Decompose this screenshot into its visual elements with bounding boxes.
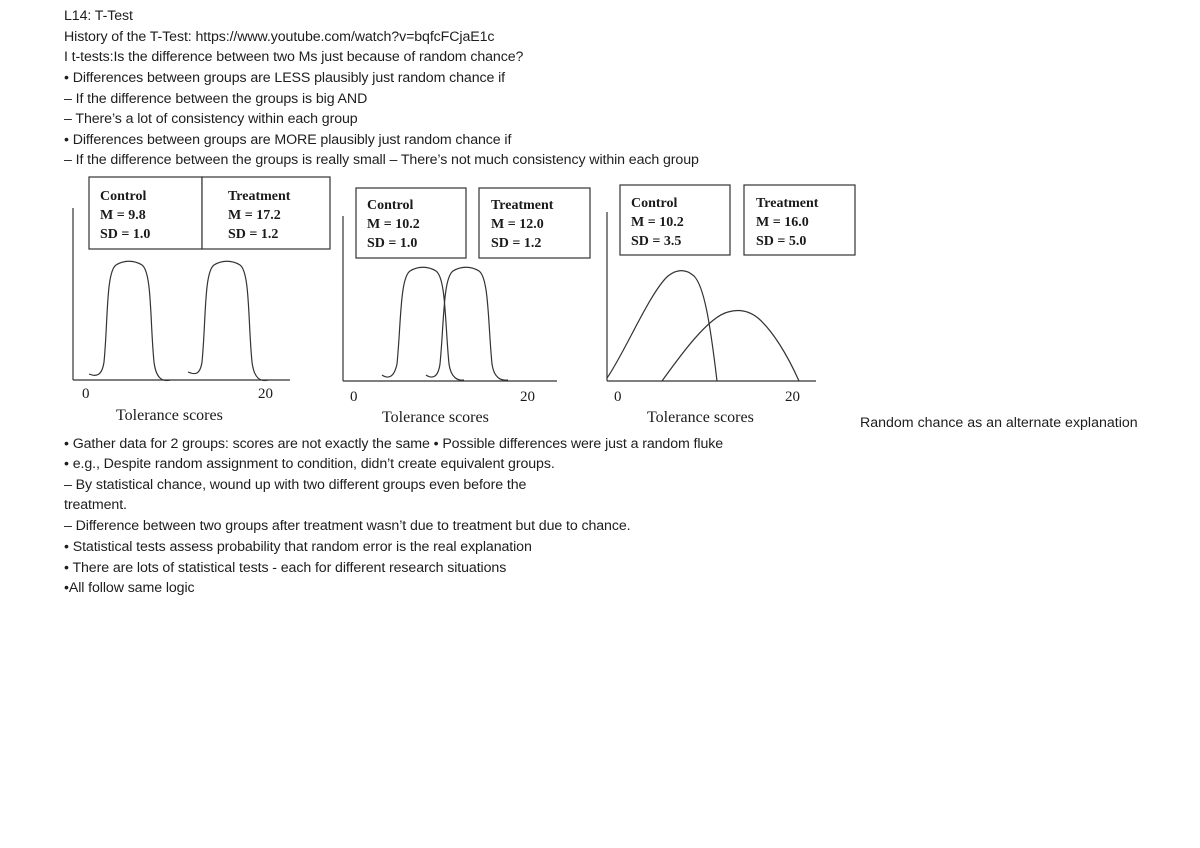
control-box-mean: M = 10.2 [367,217,420,232]
sub-bullet-line: – By statistical chance, wound up with two different groups even before the [64,477,527,493]
bullet-line: • Differences between groups are LESS plausibly just random chance if [64,70,506,86]
x-axis-max-label: 20 [258,386,273,402]
treatment-box-mean: M = 12.0 [491,217,544,232]
bullet-line: • There are lots of statistical tests - each for different research situations [64,560,507,576]
treatment-distribution-curve [188,261,268,380]
x-axis-max-label: 20 [520,389,535,405]
figure-panel-2 [343,188,590,426]
control-box-title: Control [367,198,414,213]
figure-panel-1 [73,177,330,424]
bullet-line: • Statistical tests assess probability that random error is the real explanation [64,539,532,555]
control-distribution-curve [89,261,170,380]
control-box-title: Control [631,196,678,211]
bullet-line: •All follow same logic [64,580,195,596]
treatment-box-sd: SD = 1.2 [491,236,542,251]
treatment-box-mean: M = 17.2 [228,208,281,223]
control-box-title: Control [100,189,147,204]
text-line: I t-tests:Is the difference between two Ms just because of random chance? [64,49,524,65]
sub-bullet-line: – If the difference between the groups is really small – There’s not much consistency within each group [64,152,699,168]
bullet-line: • Differences between groups are MORE plausibly just random chance if [64,132,512,148]
treatment-box-title: Treatment [491,198,554,213]
control-box-sd: SD = 1.0 [100,227,151,242]
sub-bullet-line: – If the difference between the groups is big AND [64,91,368,107]
control-box-sd: SD = 3.5 [631,234,682,249]
treatment-box-mean: M = 16.0 [756,215,809,230]
treatment-box-title: Treatment [228,189,291,204]
control-distribution-curve [382,267,464,380]
control-distribution-curve [607,271,717,381]
control-box-mean: M = 10.2 [631,215,684,230]
treatment-box-title: Treatment [756,196,819,211]
treatment-distribution-curve [426,267,508,380]
text-line: treatment. [64,497,127,513]
x-axis-min-label: 0 [82,386,90,402]
history-link-line: History of the T-Test: https://www.youtube.com/watch?v=bqfcFCjaE1c [64,29,495,45]
tolerance-distributions-figure [64,172,864,428]
control-box-mean: M = 9.8 [100,208,146,223]
x-axis-min-label: 0 [350,389,358,405]
figure-panel-3 [607,185,855,426]
control-box-sd: SD = 1.0 [367,236,418,251]
treatment-box-sd: SD = 1.2 [228,227,279,242]
x-axis-title: Tolerance scores [647,409,754,426]
sub-bullet-line: – Difference between two groups after treatment wasn’t due to treatment but due to chance. [64,518,631,534]
sub-bullet-line: – There’s a lot of consistency within each group [64,111,358,127]
treatment-distribution-curve [662,310,799,381]
x-axis-min-label: 0 [614,389,622,405]
x-axis-max-label: 20 [785,389,800,405]
bullet-line: • Gather data for 2 groups: scores are not exactly the same • Possible differences were just a random fluke [64,436,724,452]
treatment-box-sd: SD = 5.0 [756,234,807,249]
figure-side-note: Random chance as an alternate explanation [860,415,1138,431]
document-title: L14: T-Test [64,8,133,24]
bullet-line: • e.g., Despite random assignment to condition, didn’t create equivalent groups. [64,456,555,472]
x-axis-title: Tolerance scores [116,407,223,424]
x-axis-title: Tolerance scores [382,409,489,426]
